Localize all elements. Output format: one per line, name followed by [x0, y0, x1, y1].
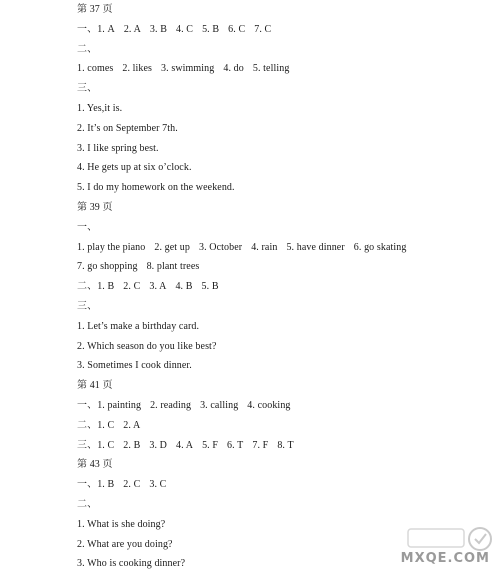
answer-item: 2. Which season do you like best?: [77, 341, 217, 352]
answer-item: 2. reading: [150, 400, 192, 411]
answer-item: 2. C: [123, 281, 141, 292]
answer-item: 三、1. C: [77, 440, 115, 451]
answer-item: 二、: [77, 499, 98, 510]
answer-item: 6. T: [227, 440, 244, 451]
answer-item: 5. F: [202, 440, 219, 451]
answer-item: 4. do: [223, 63, 244, 74]
answer-line: [77, 103, 122, 115]
answer-line: [77, 222, 97, 234]
answer-item: 1. Yes,it is.: [77, 103, 123, 114]
answer-item: 3. calling: [200, 400, 239, 411]
answer-item: 一、1. A: [77, 24, 115, 35]
answer-item: 6. C: [228, 24, 246, 35]
answer-line: [77, 400, 291, 412]
answer-item: 一、: [77, 222, 98, 233]
answer-item: 三、: [77, 301, 98, 312]
answer-line: [77, 162, 192, 174]
answer-item: 2. A: [123, 420, 141, 431]
answer-line: [77, 83, 97, 95]
answer-item: 4. cooking: [247, 400, 291, 411]
answer-line: [77, 63, 289, 75]
answer-item: 3. October: [198, 242, 243, 253]
answer-item: 2. B: [123, 440, 141, 451]
answer-line: [77, 360, 192, 372]
answer-item: 1. What is she doing?: [77, 519, 166, 530]
answer-item: 4. He gets up at six o’clock.: [77, 162, 192, 173]
page-number-heading: 第 37 页: [77, 4, 113, 15]
answer-item: 2. likes: [122, 63, 153, 74]
page-number-heading: 第 43 页: [77, 459, 113, 470]
answer-item: 2. A: [123, 24, 141, 35]
answer-line: [77, 558, 185, 570]
answer-item: 3. Who is cooking dinner?: [77, 558, 186, 569]
answer-item: 2. C: [123, 479, 141, 490]
page-number-heading: 第 39 页: [77, 202, 113, 213]
answer-item: 二、1. C: [77, 420, 115, 431]
answer-item: 4. rain: [251, 242, 278, 253]
answer-item: 5. telling: [252, 63, 290, 74]
answer-item: 3. swimming: [161, 63, 215, 74]
answer-item: 5. have dinner: [286, 242, 345, 253]
answer-item: 3. C: [149, 479, 167, 490]
answer-item: 一、1. B: [77, 479, 115, 490]
answer-item: 3. D: [149, 440, 167, 451]
watermark-text: MXQE.COM: [400, 551, 490, 566]
answer-line: [77, 24, 271, 36]
answer-item: 5. B: [201, 281, 219, 292]
answer-item: 7. C: [254, 24, 272, 35]
answer-line: [77, 519, 165, 531]
answer-line: [77, 261, 199, 273]
answer-line: [77, 420, 140, 432]
answer-item: 4. A: [175, 440, 194, 451]
answer-item: 4. B: [175, 281, 193, 292]
page-number-heading: 第 41 页: [77, 380, 113, 391]
answer-line: [77, 182, 235, 194]
answer-item: 1. comes: [77, 63, 114, 74]
answer-item: 7. go shopping: [77, 261, 138, 272]
answer-item: 3. Sometimes I cook dinner.: [77, 360, 192, 371]
answer-item: 二、1. B: [77, 281, 115, 292]
answer-item: 1. play the piano: [77, 242, 146, 253]
answer-line: [77, 539, 173, 551]
answer-line: [77, 301, 97, 313]
answer-line: [77, 341, 216, 353]
answer-item: 2. get up: [154, 242, 190, 253]
answer-line: [77, 44, 97, 56]
answer-item: 三、: [77, 83, 98, 94]
answer-item: 二、: [77, 44, 98, 55]
answer-item: 8. plant trees: [146, 261, 200, 272]
answer-line: [77, 321, 199, 333]
answer-line: [77, 499, 97, 511]
answer-line: [77, 440, 294, 452]
answer-line: [77, 143, 159, 155]
answer-item: 5. I do my homework on the weekend.: [77, 182, 235, 193]
answer-item: 5. B: [202, 24, 220, 35]
answer-item: 3. B: [149, 24, 167, 35]
answer-item: 8. T: [277, 440, 294, 451]
answer-item: 3. I like spring best.: [77, 143, 159, 154]
answer-item: 6. go skating: [353, 242, 407, 253]
answer-line: [77, 281, 219, 293]
answer-item: 4. C: [175, 24, 194, 35]
answer-item: 一、1. painting: [77, 400, 142, 411]
answer-line: [77, 242, 406, 254]
answer-item: 2. What are you doing?: [77, 539, 173, 550]
answer-item: 2. It’s on September 7th.: [77, 123, 178, 134]
answer-item: 3. A: [149, 281, 167, 292]
answer-item: 7. F: [252, 440, 269, 451]
answer-item: 1. Let’s make a birthday card.: [77, 321, 200, 332]
answer-line: [77, 123, 178, 135]
answer-line: [77, 479, 166, 491]
